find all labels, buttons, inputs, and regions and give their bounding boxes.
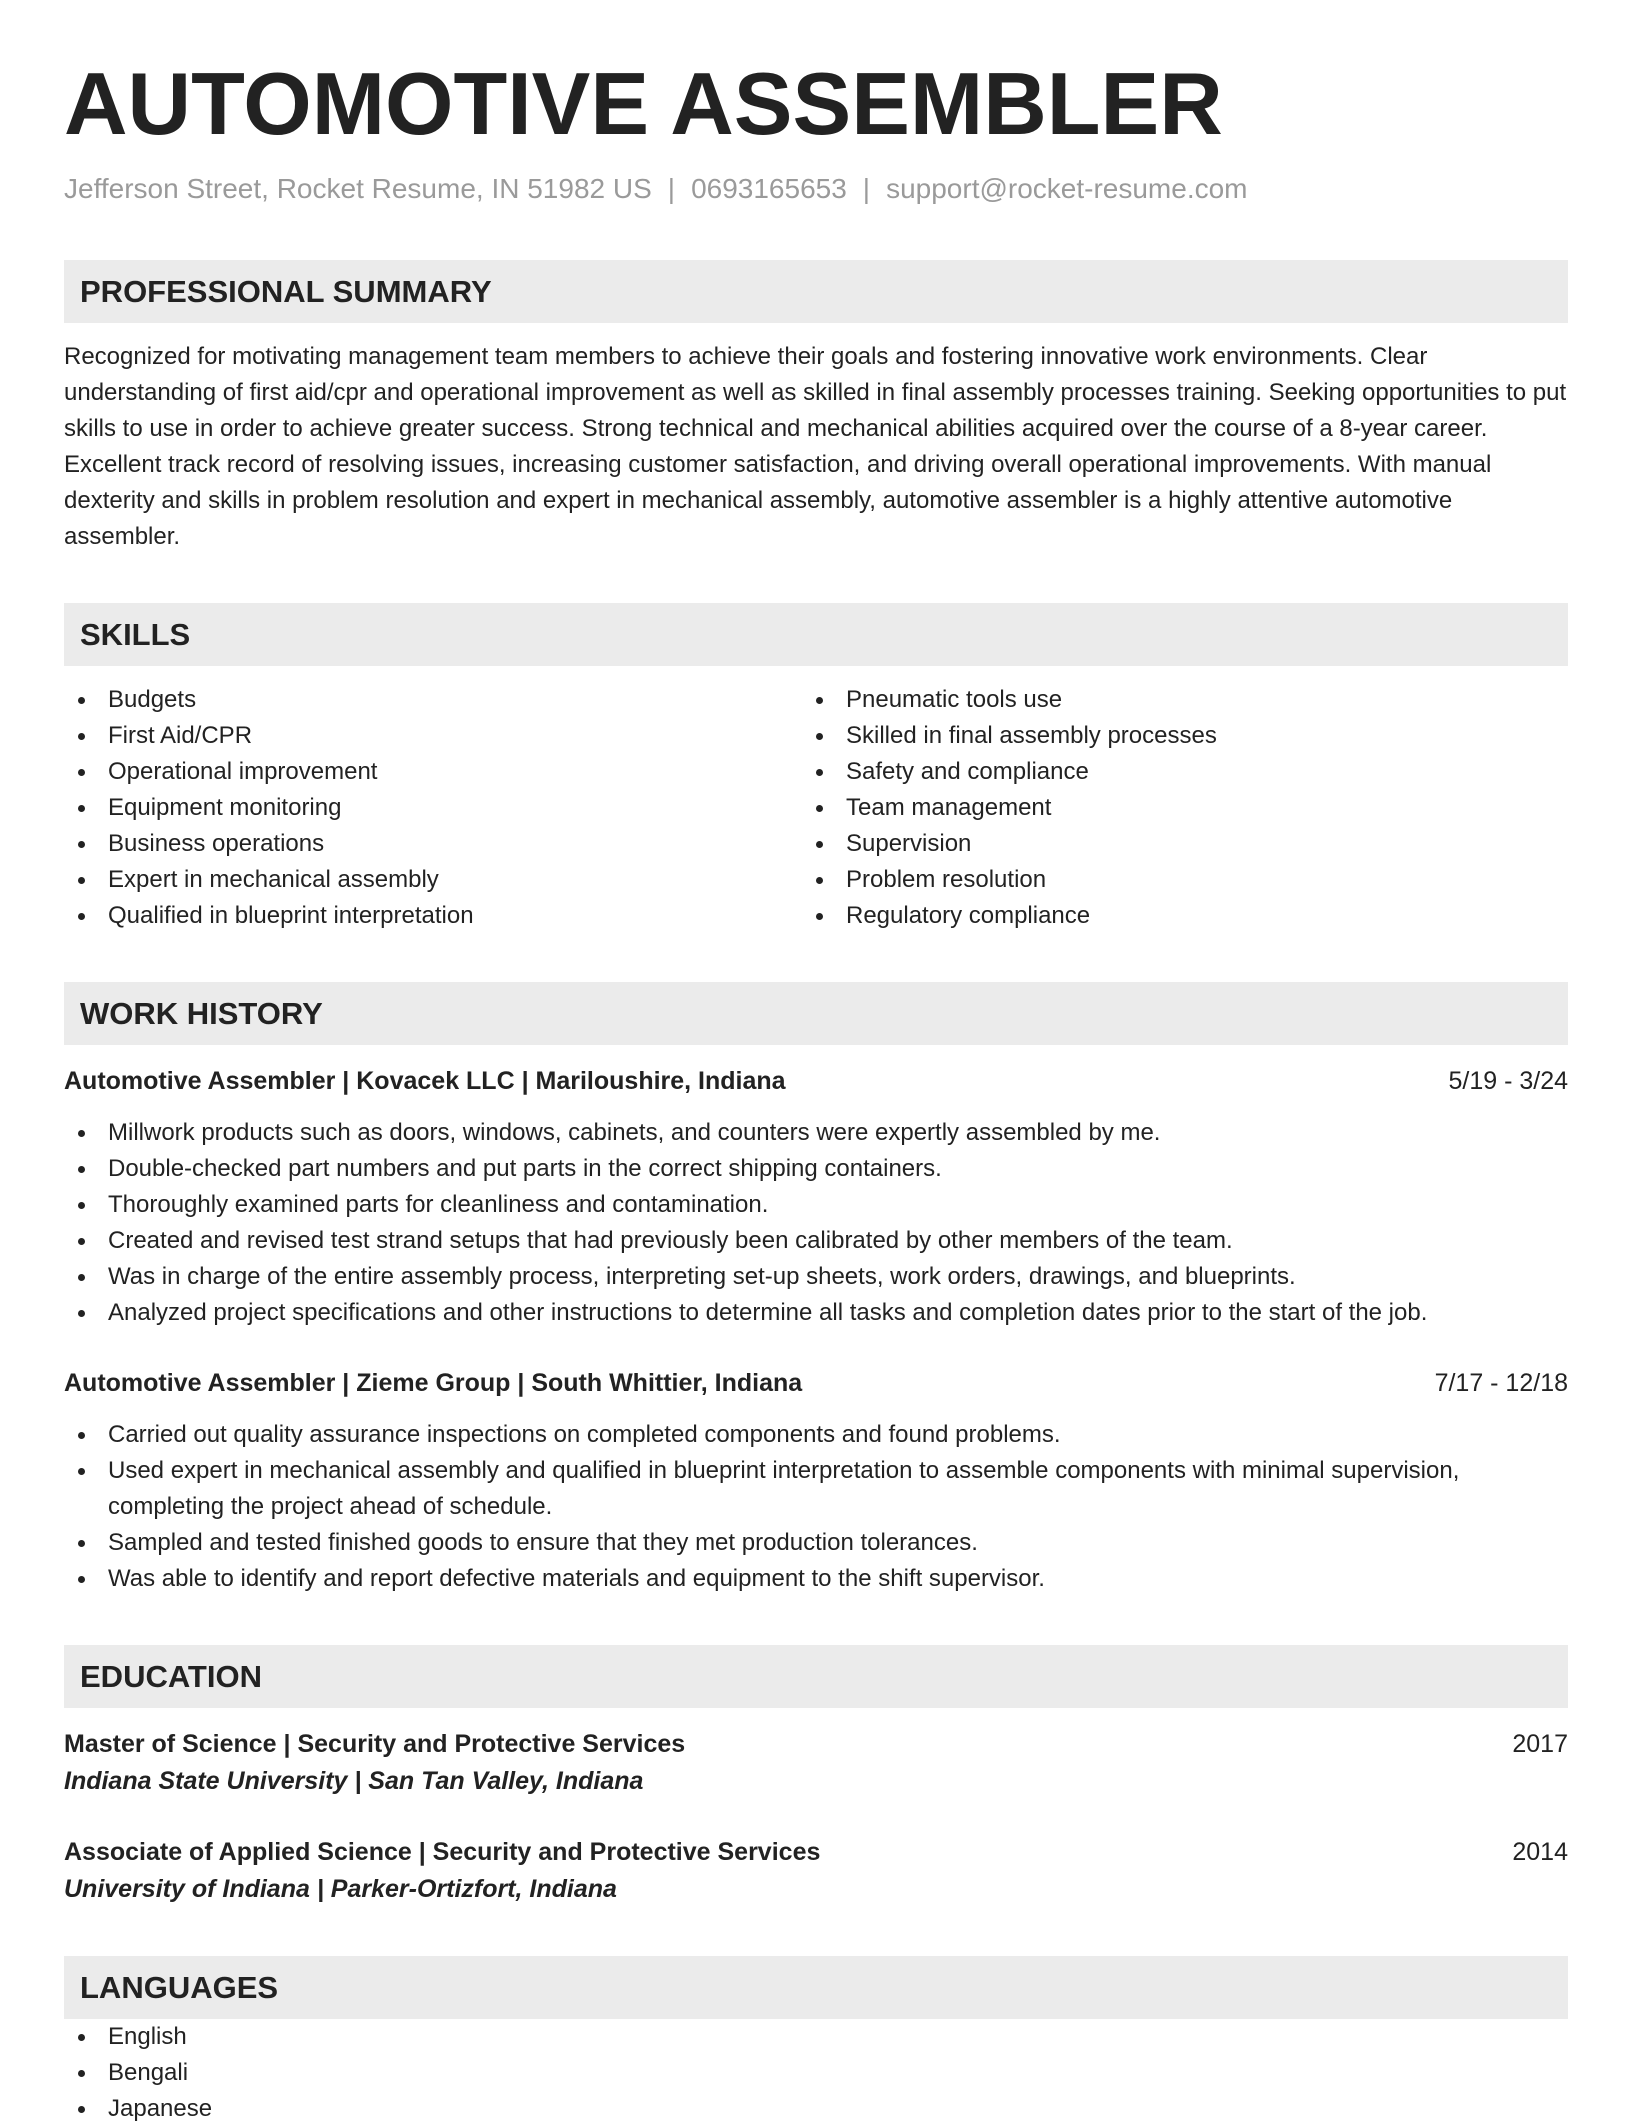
education-entry xyxy=(64,1834,1568,1908)
job-bullet: Was in charge of the entire assembly process, interpreting set-up sheets, work orders, drawings, and blueprints. xyxy=(64,1259,1568,1295)
skill-item: Team management xyxy=(802,790,1540,826)
education-year: 2014 xyxy=(1512,1838,1568,1866)
languages-list xyxy=(64,2019,1568,2127)
section-heading-skills: SKILLS xyxy=(64,603,1568,666)
skills-grid xyxy=(64,682,1568,934)
contact-separator: | xyxy=(667,173,676,204)
skill-item: Problem resolution xyxy=(802,862,1540,898)
job-entry xyxy=(64,1063,1568,1331)
section-heading-summary: PROFESSIONAL SUMMARY xyxy=(64,260,1568,323)
job-bullet: Analyzed project specifications and other instructions to determine all tasks and completion dates prior to the start of the job. xyxy=(64,1295,1568,1331)
job-bullet: Was able to identify and report defective materials and equipment to the shift supervisor. xyxy=(64,1561,1568,1597)
education-school: University of Indiana | Parker-Ortizfort, Indiana xyxy=(64,1875,617,1903)
job-bullet: Sampled and tested finished goods to ensure that they met production tolerances. xyxy=(64,1525,1568,1561)
job-bullet: Thoroughly examined parts for cleanliness and contamination. xyxy=(64,1187,1568,1223)
job-bullets xyxy=(64,1115,1568,1331)
job-bullet: Carried out quality assurance inspections on completed components and found problems. xyxy=(64,1417,1568,1453)
section-heading-education: EDUCATION xyxy=(64,1645,1568,1708)
education-entry xyxy=(64,1726,1568,1800)
job-bullet: Created and revised test strand setups that had previously been calibrated by other members of the team. xyxy=(64,1223,1568,1259)
skill-item: Supervision xyxy=(802,826,1540,862)
skill-item: Safety and compliance xyxy=(802,754,1540,790)
job-entry xyxy=(64,1365,1568,1597)
job-header xyxy=(64,1063,1568,1099)
skill-item: Skilled in final assembly processes xyxy=(802,718,1540,754)
job-bullets xyxy=(64,1417,1568,1597)
job-dates: 7/17 - 12/18 xyxy=(1434,1369,1568,1397)
language-item: Bengali xyxy=(64,2055,1568,2091)
skills-list-right xyxy=(802,682,1540,934)
education-degree: Master of Science | Security and Protective Services xyxy=(64,1730,686,1758)
job-bullet: Used expert in mechanical assembly and qualified in blueprint interpretation to assemble components with minimal supervision, completing the project ahead of schedule. xyxy=(64,1453,1568,1525)
education-degree: Associate of Applied Science | Security and Protective Services xyxy=(64,1838,821,1866)
contact-email: support@rocket-resume.com xyxy=(886,173,1248,204)
skills-column-left xyxy=(64,682,802,934)
section-heading-languages: LANGUAGES xyxy=(64,1956,1568,2019)
contact-line xyxy=(64,170,1568,208)
job-dates: 5/19 - 3/24 xyxy=(1448,1067,1568,1095)
skills-list-left xyxy=(64,682,802,934)
education-header xyxy=(64,1726,1568,1762)
contact-address: Jefferson Street, Rocket Resume, IN 51982 US xyxy=(64,173,652,204)
language-item: Japanese xyxy=(64,2091,1568,2127)
candidate-name: AUTOMOTIVE ASSEMBLER xyxy=(64,54,1223,153)
education-school: Indiana State University | San Tan Valley, Indiana xyxy=(64,1767,644,1795)
skill-item: Qualified in blueprint interpretation xyxy=(64,898,802,934)
skill-item: Business operations xyxy=(64,826,802,862)
skill-item: Regulatory compliance xyxy=(802,898,1540,934)
skill-item: Budgets xyxy=(64,682,802,718)
job-title: Automotive Assembler | Zieme Group | South Whittier, Indiana xyxy=(64,1369,803,1397)
skill-item: Equipment monitoring xyxy=(64,790,802,826)
job-title: Automotive Assembler | Kovacek LLC | Mariloushire, Indiana xyxy=(64,1067,786,1095)
education-year: 2017 xyxy=(1512,1730,1568,1758)
job-header xyxy=(64,1365,1568,1401)
skill-item: Expert in mechanical assembly xyxy=(64,862,802,898)
section-heading-work-history: WORK HISTORY xyxy=(64,982,1568,1045)
skill-item: Operational improvement xyxy=(64,754,802,790)
education-header xyxy=(64,1834,1568,1870)
skills-column-right xyxy=(802,682,1540,934)
job-bullet: Double-checked part numbers and put parts in the correct shipping containers. xyxy=(64,1151,1568,1187)
contact-separator: | xyxy=(862,173,871,204)
contact-phone: 0693165653 xyxy=(691,173,847,204)
skill-item: First Aid/CPR xyxy=(64,718,802,754)
skill-item: Pneumatic tools use xyxy=(802,682,1540,718)
language-item: English xyxy=(64,2019,1568,2055)
job-bullet: Millwork products such as doors, windows, cabinets, and counters were expertly assembled by me. xyxy=(64,1115,1568,1151)
summary-text: Recognized for motivating management team members to achieve their goals and fostering innovative work environments. Clear understanding of first aid/cpr and operational improvement as well as skilled in final assembly processes training. Seeking opportunities to put skills to use in order to achieve greater success. Strong technical and mechanical abilities acquired over the course of a 8-year career. Excellent track record of resolving issues, increasing customer satisfaction, and driving overall operational improvements. With manual dexterity and skills in problem resolution and expert in mechanical assembly, automotive assembler is a highly attentive automotive assembler. xyxy=(64,343,1567,550)
